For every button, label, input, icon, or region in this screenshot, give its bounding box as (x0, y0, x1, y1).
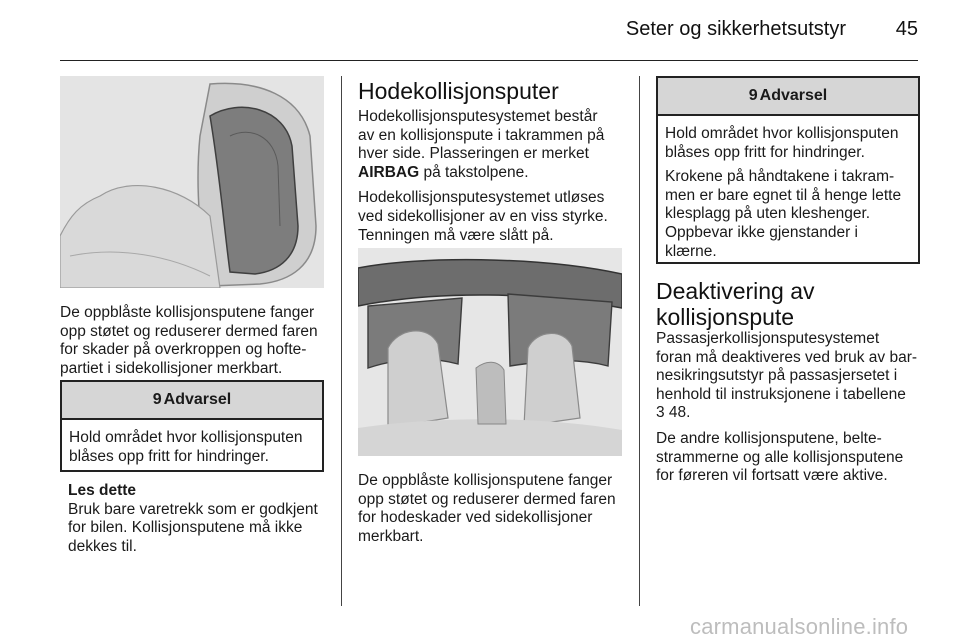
paragraph (656, 330, 928, 423)
text-line: på takstolpene. (419, 163, 529, 181)
text-line: Hodekollisjonsputesystemet består (358, 108, 598, 125)
warning-body (658, 116, 918, 261)
text-line: Hodekollisjonsputesystemet utløses (358, 189, 605, 207)
page-reference-icon: 3 (656, 404, 665, 422)
text-line: nesikringsutstyr på passasjersetet i (656, 367, 898, 385)
paragraph (665, 125, 911, 162)
warning-box-right (656, 76, 920, 264)
warning-line: blåses opp fritt for hindringer. (665, 143, 865, 161)
section-heading-deactivation (656, 278, 815, 330)
warning-line: Hold området hvor kollisjonsputen (69, 429, 303, 446)
warning-icon: 9 (152, 391, 162, 408)
warning-line: Hold området hvor kollisjonsputen (665, 125, 899, 142)
warning-box-left (60, 380, 324, 472)
caption-line: De oppblåste kollisjonsputene fanger (60, 304, 315, 321)
warning-line: men er bare egnet til å henge lette (665, 186, 902, 204)
caption-line: for skader på overkroppen og hofte- (60, 341, 307, 359)
text-line: Passasjerkollisjonsputesystemet (656, 330, 880, 347)
column-divider-1 (341, 76, 342, 606)
warning-title: Advarsel (163, 391, 232, 408)
text-line: Tenningen må være slått på. (358, 226, 554, 244)
caption-line: opp støtet og reduserer dermed faren (60, 322, 318, 340)
warning-header (62, 382, 322, 420)
caption-line: partiet i sidekollisjoner merkbart. (60, 359, 283, 377)
header-rule (60, 60, 918, 61)
head-airbag-caption (358, 472, 630, 546)
caption-line: merkbart. (358, 527, 424, 545)
note-line: Bruk bare varetrekk som er godkjent (68, 500, 318, 518)
text-line: foran må deaktiveres ved bruk av bar- (656, 348, 918, 366)
watermark: carmanualsonline.info (690, 614, 909, 639)
heading-line: kollisjonspute (656, 304, 795, 330)
text-line: henhold til instruksjonene i tabellene (656, 385, 906, 403)
warning-line: Oppbevar ikke gjenstander i (665, 223, 859, 241)
column-divider-2 (639, 76, 640, 606)
page-number: 45 (895, 18, 918, 40)
note-block (68, 482, 334, 556)
warning-line: blåses opp fritt for hindringer. (69, 447, 269, 465)
warning-line: klærne. (665, 242, 717, 260)
text-line: hver side. Plasseringen er merket (358, 145, 589, 163)
caption-line: De oppblåste kollisjonsputene fanger (358, 472, 613, 489)
paragraph (358, 189, 630, 245)
text-line: for føreren vil fortsatt være aktive. (656, 467, 888, 485)
warning-header (658, 78, 918, 116)
warning-body (62, 420, 322, 466)
note-title: Les dette (68, 482, 137, 499)
paragraph (656, 430, 928, 486)
note-line: dekkes til. (68, 537, 137, 555)
text-line: ved sidekollisjoner av en viss styrke. (358, 207, 608, 225)
text-line: De andre kollisjonsputene, belte- (656, 429, 882, 447)
note-line: for bilen. Kollisjonsputene må ikke (68, 519, 303, 537)
caption-line: for hodeskader ved sidekollisjoner (358, 509, 593, 527)
seat-airbag-caption (60, 304, 332, 378)
section-heading-head-airbags: Hodekollisjonsputer (358, 78, 559, 104)
warning-title: Advarsel (759, 87, 828, 104)
airbag-marking: AIRBAG (358, 163, 420, 181)
head-airbag-intro (358, 108, 630, 252)
warning-icon: 9 (748, 87, 758, 104)
warning-line: klesplagg på uten kleshenger. (665, 205, 871, 223)
heading-line: Deaktivering av (656, 278, 815, 304)
text-line: av en kollisjonspute i takrammen på (358, 126, 605, 144)
warning-line: Krokene på håndtakene i takram- (665, 168, 895, 186)
running-header-title: Seter og sikkerhetsutstyr (625, 18, 846, 40)
seat-airbag-illustration (60, 76, 324, 288)
page-reference: 48. (664, 404, 691, 422)
caption-line: opp støtet og reduserer dermed faren (358, 490, 616, 508)
paragraph (665, 168, 911, 261)
head-airbag-illustration (358, 248, 622, 456)
deactivation-text (656, 330, 928, 493)
text-line: strammerne og alle kollisjonsputene (656, 448, 904, 466)
paragraph (358, 108, 630, 182)
